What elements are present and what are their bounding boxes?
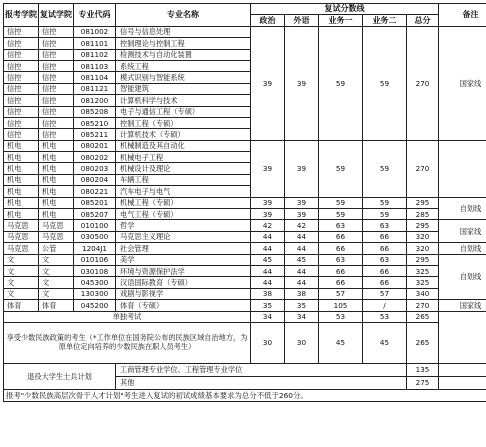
score-s2: 59: [363, 197, 407, 208]
school-cell: 机电: [4, 209, 39, 220]
major-name-cell: 控制理论与控制工程: [116, 38, 251, 49]
table-row: [4, 140, 486, 151]
score-s1: 59: [319, 197, 363, 208]
retest-school-cell: 信控: [39, 106, 74, 117]
major-code-cell: 030108: [74, 265, 116, 276]
retest-school-cell: 机电: [39, 152, 74, 163]
remark-tiyu: 国家线: [439, 300, 486, 311]
retest-school-cell: 机电: [39, 163, 74, 174]
score-s2: /: [363, 300, 407, 311]
score-t: 295: [407, 220, 439, 231]
major-name-cell: 机械设计及理论: [116, 163, 251, 174]
plan-row: [4, 363, 486, 376]
table-row: [4, 265, 486, 276]
score-s2: 59: [363, 209, 407, 220]
score-s2: 57: [363, 288, 407, 299]
table-row: [4, 277, 486, 288]
score-f: 39: [285, 209, 319, 220]
score-s1: 66: [319, 243, 363, 254]
score-s2: 66: [363, 277, 407, 288]
table-row: [4, 209, 486, 220]
header-row-1: [4, 4, 486, 15]
table-row: [4, 26, 486, 37]
major-code-cell: 045200: [74, 300, 116, 311]
major-name-cell: 计算机技术（专硕）: [116, 129, 251, 140]
major-code-cell: 130300: [74, 288, 116, 299]
retest-school-cell: 文: [39, 277, 74, 288]
major-code-cell: 081101: [74, 38, 116, 49]
header-subject2: 业务二: [363, 15, 407, 26]
score-f: 44: [285, 277, 319, 288]
major-name-cell: 计算机科学与技术: [116, 95, 251, 106]
major-code-cell: 081200: [74, 95, 116, 106]
major-code-cell: 010106: [74, 254, 116, 265]
major-code-cell: 010100: [74, 220, 116, 231]
minority-score-f: 30: [285, 322, 319, 363]
score-p: 39: [251, 209, 285, 220]
score-p: 42: [251, 220, 285, 231]
school-cell: 机电: [4, 197, 39, 208]
retest-school-cell: 信控: [39, 83, 74, 94]
retest-school-cell: 公管: [39, 243, 74, 254]
major-code-cell: 085210: [74, 117, 116, 128]
single-score-s1: 53: [319, 311, 363, 322]
score-s1: 66: [319, 231, 363, 242]
major-name-cell: 系统工程: [116, 60, 251, 71]
major-code-cell: 081002: [74, 26, 116, 37]
major-name-cell: 控制工程（专硕）: [116, 117, 251, 128]
score-f: 44: [285, 265, 319, 276]
score-f: 39: [285, 197, 319, 208]
single-score-t: 265: [407, 311, 439, 322]
major-code-cell: 085211: [74, 129, 116, 140]
jidian-score-f: 39: [285, 140, 319, 197]
major-name-cell: 机械制造及其自动化: [116, 140, 251, 151]
major-name-cell: 检测技术与自动化装置: [116, 49, 251, 60]
school-cell: 文: [4, 265, 39, 276]
score-s1: 66: [319, 277, 363, 288]
remark-makesi-2: 自划线: [439, 243, 486, 254]
score-table: [3, 3, 486, 402]
school-cell: 机电: [4, 140, 39, 151]
xinkong-score-f: 39: [285, 26, 319, 140]
major-name-cell: 模式识别与智能系统: [116, 72, 251, 83]
major-name-cell: 美学: [116, 254, 251, 265]
jidian-score-s2: 59: [363, 140, 407, 197]
school-cell: 马克思: [4, 243, 39, 254]
school-cell: 信控: [4, 60, 39, 71]
xinkong-remark: 国家线: [439, 26, 486, 140]
school-cell: 信控: [4, 72, 39, 83]
retest-school-cell: 信控: [39, 26, 74, 37]
jidian-score-s1: 59: [319, 140, 363, 197]
major-name-cell: 机械电子工程: [116, 152, 251, 163]
table-row: [4, 254, 486, 265]
jidian-remark: [439, 140, 486, 197]
plan-remark-cell: [439, 363, 486, 376]
school-cell: 信控: [4, 26, 39, 37]
minority-score-s2: 45: [363, 322, 407, 363]
major-name-cell: 环境与资源保护法学: [116, 265, 251, 276]
major-code-cell: 085207: [74, 209, 116, 220]
major-name-cell: 汽车电子与电气: [116, 186, 251, 197]
retest-school-cell: 信控: [39, 72, 74, 83]
school-cell: 机电: [4, 186, 39, 197]
table-row: [4, 220, 486, 231]
major-name-cell: 马克思主义理论: [116, 231, 251, 242]
major-name-cell: 电子与通信工程（专硕）: [116, 106, 251, 117]
retest-school-cell: 信控: [39, 117, 74, 128]
school-cell: 机电: [4, 152, 39, 163]
header-score-line: 复试分数线: [251, 4, 439, 15]
retest-school-cell: 机电: [39, 209, 74, 220]
major-code-cell: 081104: [74, 72, 116, 83]
table-row: [4, 300, 486, 311]
score-p: 35: [251, 300, 285, 311]
header-total: 总分: [407, 15, 439, 26]
score-s1: 57: [319, 288, 363, 299]
score-s2: 66: [363, 265, 407, 276]
xinkong-score-t: 270: [407, 26, 439, 140]
header-school: 报考学院: [4, 4, 39, 27]
xinkong-score-s1: 59: [319, 26, 363, 140]
header-remark: 备注: [439, 4, 486, 27]
score-s1: 63: [319, 220, 363, 231]
retest-school-cell: 马克思: [39, 231, 74, 242]
retest-school-cell: 马克思: [39, 220, 74, 231]
minority-score-s1: 45: [319, 322, 363, 363]
single-exam-label: 单独考试: [4, 311, 251, 322]
score-t: 320: [407, 231, 439, 242]
remark-jidian-pro: 自划线: [439, 197, 486, 220]
plan-total-cell: 275: [407, 376, 439, 389]
major-code-cell: 081102: [74, 49, 116, 60]
school-cell: 机电: [4, 174, 39, 185]
score-t: 270: [407, 300, 439, 311]
school-cell: 机电: [4, 163, 39, 174]
header-major-name: 专业名称: [116, 4, 251, 27]
score-f: 35: [285, 300, 319, 311]
score-t: 320: [407, 243, 439, 254]
school-cell: 文: [4, 277, 39, 288]
retest-school-cell: 机电: [39, 186, 74, 197]
minority-label: 享受少数民族政策的考生（*工作单位在国务院公布的民族区域自治地方，为原单位定向培养的少数民族在职人员考生）: [4, 322, 251, 363]
major-code-cell: 085201: [74, 197, 116, 208]
score-p: 44: [251, 277, 285, 288]
plan-name-cell: 其他: [116, 376, 407, 389]
major-code-cell: 081103: [74, 60, 116, 71]
score-f: 44: [285, 243, 319, 254]
school-cell: 信控: [4, 117, 39, 128]
major-code-cell: 081121: [74, 83, 116, 94]
major-name-cell: 智能建筑: [116, 83, 251, 94]
score-f: 45: [285, 254, 319, 265]
score-f: 42: [285, 220, 319, 231]
school-cell: 信控: [4, 49, 39, 60]
school-cell: 信控: [4, 129, 39, 140]
footnote: 报考"少数民族高层次骨干人才计划"考生进入复试的初试成绩基本要求为总分不低于260分。: [4, 389, 486, 401]
school-cell: 信控: [4, 106, 39, 117]
plan-name-cell: 工商管理专业学位、工程管理专业学位: [116, 363, 407, 376]
score-p: 44: [251, 265, 285, 276]
score-p: 45: [251, 254, 285, 265]
single-exam-row: [4, 311, 486, 322]
score-t: 340: [407, 288, 439, 299]
school-cell: 文: [4, 288, 39, 299]
score-s2: 63: [363, 254, 407, 265]
score-p: 38: [251, 288, 285, 299]
retest-school-cell: 文: [39, 288, 74, 299]
score-s1: 63: [319, 254, 363, 265]
school-cell: 信控: [4, 38, 39, 49]
major-name-cell: 体育（专硕）: [116, 300, 251, 311]
score-t: 295: [407, 197, 439, 208]
score-s2: 66: [363, 231, 407, 242]
major-name-cell: 机械工程（专硕）: [116, 197, 251, 208]
score-p: 39: [251, 197, 285, 208]
score-t: 285: [407, 209, 439, 220]
major-code-cell: 080203: [74, 163, 116, 174]
minority-score-p: 30: [251, 322, 285, 363]
single-remark: [439, 311, 486, 363]
major-name-cell: 信号与信息处理: [116, 26, 251, 37]
plan-label: 退役大学生士兵计划: [4, 363, 116, 389]
major-code-cell: 080201: [74, 140, 116, 151]
retest-school-cell: 信控: [39, 38, 74, 49]
header-major-code: 专业代码: [74, 4, 116, 27]
school-cell: 体育: [4, 300, 39, 311]
xinkong-score-s2: 59: [363, 26, 407, 140]
school-cell: 文: [4, 254, 39, 265]
school-cell: 信控: [4, 95, 39, 106]
major-code-cell: 080221: [74, 186, 116, 197]
retest-school-cell: 机电: [39, 174, 74, 185]
score-t: 325: [407, 277, 439, 288]
header-retest-school: 复试学院: [39, 4, 74, 27]
major-code-cell: 080204: [74, 174, 116, 185]
score-p: 44: [251, 243, 285, 254]
retest-school-cell: 信控: [39, 95, 74, 106]
major-name-cell: 汉语国际教育（专硕）: [116, 277, 251, 288]
major-name-cell: 车辆工程: [116, 174, 251, 185]
major-code-cell: 030500: [74, 231, 116, 242]
xinkong-score-p: 39: [251, 26, 285, 140]
single-score-s2: 53: [363, 311, 407, 322]
score-s2: 66: [363, 243, 407, 254]
remark-wen: 自划线: [439, 254, 486, 300]
table-row: [4, 288, 486, 299]
score-s2: 63: [363, 220, 407, 231]
school-cell: 信控: [4, 83, 39, 94]
score-t: 295: [407, 254, 439, 265]
retest-school-cell: 文: [39, 265, 74, 276]
retest-school-cell: 信控: [39, 129, 74, 140]
minority-score-t: 265: [407, 322, 439, 363]
school-cell: 马克思: [4, 220, 39, 231]
remark-makesi-1: 国家线: [439, 220, 486, 243]
major-code-cell: 045300: [74, 277, 116, 288]
score-p: 44: [251, 231, 285, 242]
score-t: 325: [407, 265, 439, 276]
major-name-cell: 哲学: [116, 220, 251, 231]
single-score-f: 34: [285, 311, 319, 322]
retest-school-cell: 信控: [39, 60, 74, 71]
retest-school-cell: 信控: [39, 49, 74, 60]
header-politics: 政治: [251, 15, 285, 26]
retest-school-cell: 体育: [39, 300, 74, 311]
table-row: [4, 243, 486, 254]
major-name-cell: 社会管理: [116, 243, 251, 254]
retest-school-cell: 机电: [39, 140, 74, 151]
major-code-cell: 085208: [74, 106, 116, 117]
header-subject1: 业务一: [319, 15, 363, 26]
header-foreign: 外语: [285, 15, 319, 26]
score-s1: 105: [319, 300, 363, 311]
jidian-score-t: 270: [407, 140, 439, 197]
score-s1: 66: [319, 265, 363, 276]
table-row: [4, 231, 486, 242]
score-s1: 59: [319, 209, 363, 220]
single-score-p: 34: [251, 311, 285, 322]
major-code-cell: 1204J1: [74, 243, 116, 254]
retest-school-cell: 机电: [39, 197, 74, 208]
retest-school-cell: 文: [39, 254, 74, 265]
school-cell: 马克思: [4, 231, 39, 242]
table-row: [4, 197, 486, 208]
minority-row: [4, 322, 486, 363]
footnote-row: [4, 389, 486, 401]
score-f: 38: [285, 288, 319, 299]
jidian-score-p: 39: [251, 140, 285, 197]
major-code-cell: 080202: [74, 152, 116, 163]
plan-total-cell: 135: [407, 363, 439, 376]
score-f: 44: [285, 231, 319, 242]
plan-remark-cell: [439, 376, 486, 389]
major-name-cell: 电气工程（专硕）: [116, 209, 251, 220]
major-name-cell: 戏剧与影视学: [116, 288, 251, 299]
